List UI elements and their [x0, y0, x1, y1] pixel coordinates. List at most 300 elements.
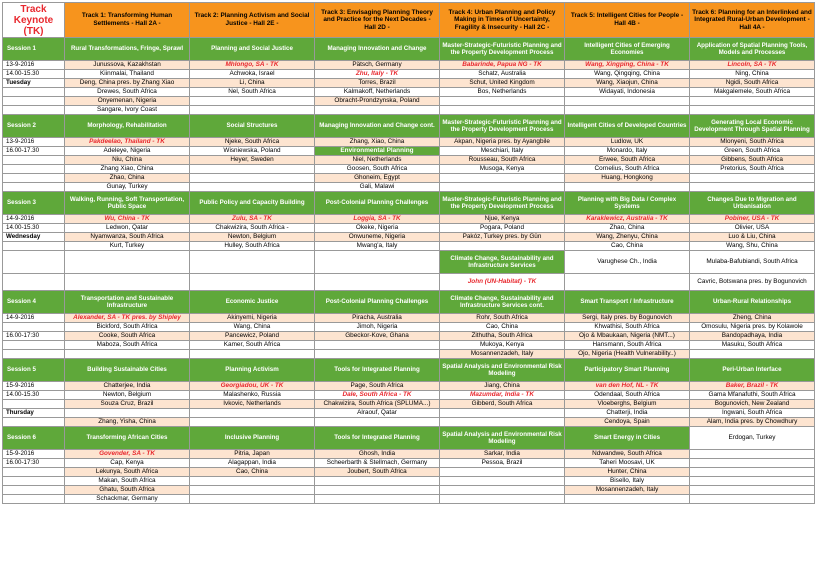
- presenter-cell: Li, China: [190, 79, 315, 88]
- session-title: Transforming African Cities: [65, 427, 190, 450]
- session-title: Climate Change, Sustainability and Infrastructure Services cont.: [440, 291, 565, 314]
- presenter-cell: Lekunya, South Africa: [65, 468, 190, 477]
- presenter-cell: Wu, China - TK: [65, 215, 190, 224]
- presenter-row: [3, 61, 815, 70]
- presenter-cell: Mukoya, Kenya: [440, 341, 565, 350]
- presenter-cell: Achwoka, Israel: [190, 70, 315, 79]
- presenter-cell: [440, 97, 565, 106]
- presenter-cell: Cavric, Botswana pres. by Bogunovich: [690, 274, 815, 291]
- presenter-cell: Deng, China pres. by Zhang Xiao: [65, 79, 190, 88]
- presenter-cell: Akpan, Nigeria pres. by Ayangbile: [440, 138, 565, 147]
- presenter-row: [3, 477, 815, 486]
- presenter-cell: Loggia, SA - TK: [315, 215, 440, 224]
- presenter-row: [3, 233, 815, 242]
- session-title-row: [3, 359, 815, 382]
- session-title: Intelligent Cities of Developed Countries: [565, 115, 690, 138]
- presenter-cell: [440, 468, 565, 477]
- presenter-cell: Akinyemi, Nigeria: [190, 314, 315, 323]
- presenter-row: [3, 183, 815, 192]
- presenter-cell: Njeke, South Africa: [190, 138, 315, 147]
- session-datetime: 15-9-2016: [3, 382, 65, 391]
- session-title: Peri-Urban Interface: [690, 359, 815, 382]
- presenter-cell: Wang, China: [190, 323, 315, 332]
- empty-cell: [65, 251, 190, 274]
- presenter-cell: [690, 477, 815, 486]
- track-1-header: Track 1: Transforming Human Settlements - Hall 2A -: [65, 3, 190, 38]
- presenter-cell: Zhao, China: [65, 174, 190, 183]
- presenter-cell: Nyamwanza, South Africa: [65, 233, 190, 242]
- presenter-cell: Pätsch, Germany: [315, 61, 440, 70]
- climate-session-title: Climate Change, Sustainability and Infrastructure Services: [440, 251, 565, 274]
- presenter-cell: Zhang Xiao, China: [65, 165, 190, 174]
- presenter-cell: Mosannenzadeh, Italy: [440, 350, 565, 359]
- session-datetime: 13-9-2016: [3, 138, 65, 147]
- presenter-cell: Ingwani, South Africa: [690, 409, 815, 418]
- presenter-cell: van den Hof, NL - TK: [565, 382, 690, 391]
- presenter-cell: Page, South Africa: [315, 382, 440, 391]
- presenter-cell: [690, 174, 815, 183]
- presenter-cell: Govender, SA - TK: [65, 450, 190, 459]
- presenter-cell: [190, 495, 315, 504]
- presenter-cell: Luo & Liu, China: [690, 233, 815, 242]
- session-title: Application of Spatial Planning Tools, Models and Processes: [690, 38, 815, 61]
- presenter-cell: Omosulu, Nigeria pres. by Kolawole: [690, 323, 815, 332]
- presenter-cell: Niu, China: [65, 156, 190, 165]
- session-datetime: 14-9-2016: [3, 215, 65, 224]
- presenter-cell: Ngidi, South Africa: [690, 79, 815, 88]
- session-title: Urban-Rural Relationships: [690, 291, 815, 314]
- session-title: Managing Innovation and Change: [315, 38, 440, 61]
- presenter-cell: Bickford, South Africa: [65, 323, 190, 332]
- presenter-cell: [690, 486, 815, 495]
- session-title-row: [3, 291, 815, 314]
- presenter-cell: Wang, Xingping, China - TK: [565, 61, 690, 70]
- session-datetime: [3, 156, 65, 165]
- session-label: Session 1: [3, 38, 65, 61]
- presenter-cell: Odendaal, South Africa: [565, 391, 690, 400]
- presenter-cell: Chatterji, India: [565, 409, 690, 418]
- presenter-cell: Ojo & Mbaukaan, Nigeria (NMT...): [565, 332, 690, 341]
- presenter-row: [3, 341, 815, 350]
- presenter-cell: Mazumdar, India - TK: [440, 391, 565, 400]
- presenter-cell: Kurt, Turkey: [65, 242, 190, 251]
- session-title: Building Sustainable Cities: [65, 359, 190, 382]
- presenter-cell: Hansmann, South Africa: [565, 341, 690, 350]
- presenter-cell: Obracht-Prondzynska, Poland: [315, 97, 440, 106]
- session-datetime: [3, 165, 65, 174]
- presenter-cell: Piracha, Australia: [315, 314, 440, 323]
- presenter-cell: [315, 477, 440, 486]
- presenter-cell: Erdogan, Turkey: [690, 427, 815, 450]
- session-datetime: 14-9-2016: [3, 314, 65, 323]
- presenter-cell: Bandopadhaya, India: [690, 332, 815, 341]
- presenter-cell: Ning, China: [690, 70, 815, 79]
- spacer-cell: [3, 274, 65, 291]
- session-title: Economic Justice: [190, 291, 315, 314]
- presenter-cell: Onwuneme, Nigeria: [315, 233, 440, 242]
- presenter-row: [3, 79, 815, 88]
- presenter-cell: Lincoln, SA - TK: [690, 61, 815, 70]
- session-datetime: [3, 418, 65, 427]
- session-title: Generating Local Economic Development Through Spatial Planning: [690, 115, 815, 138]
- presenter-cell: Wang, Xiaojun, China: [565, 79, 690, 88]
- presenter-cell: [315, 350, 440, 359]
- presenter-cell: Gama Mfanafuthi, South Africa: [690, 391, 815, 400]
- presenter-cell: Olivier, USA: [690, 224, 815, 233]
- session-datetime: [3, 468, 65, 477]
- session-title-row: [3, 38, 815, 61]
- session-title: Participatory Smart Planning: [565, 359, 690, 382]
- presenter-cell: Hunter, China: [565, 468, 690, 477]
- session-title: Walking, Running, Soft Transportation, Public Space: [65, 192, 190, 215]
- session-title-row: [3, 115, 815, 138]
- presenter-row: [3, 174, 815, 183]
- session-title: Master-Strategic-Futuristic Planning and the Property Development Process: [440, 115, 565, 138]
- presenter-row: [3, 97, 815, 106]
- presenter-row: [3, 106, 815, 115]
- session-datetime: 14.00-15.30: [3, 224, 65, 233]
- session-datetime: [3, 323, 65, 332]
- presenter-cell: Cornelius, South Africa: [565, 165, 690, 174]
- presenter-cell: [690, 350, 815, 359]
- presenter-cell: Ghosh, India: [315, 450, 440, 459]
- session-title: Smart Transport / Infrastructure: [565, 291, 690, 314]
- presenter-cell: Newton, Belgium: [190, 233, 315, 242]
- presenter-cell: Sangare, Ivory Coast: [65, 106, 190, 115]
- presenter-cell: [690, 450, 815, 459]
- presenter-cell: Cap, Kenya: [65, 459, 190, 468]
- conference-schedule-table: [2, 2, 815, 504]
- session-datetime: 14.00-15.30: [3, 70, 65, 79]
- session-title: Social Structures: [190, 115, 315, 138]
- session-datetime: [3, 495, 65, 504]
- presenter-cell: Ojo, Nigeria (Health Vulnerability..): [565, 350, 690, 359]
- presenter-cell: [690, 468, 815, 477]
- presenter-cell: Makgalemele, South Africa: [690, 88, 815, 97]
- presenter-cell: [190, 183, 315, 192]
- presenter-cell: Drewes, South Africa: [65, 88, 190, 97]
- presenter-cell: Wang, Qingqing, China: [565, 70, 690, 79]
- presenter-cell: Okeke, Nigeria: [315, 224, 440, 233]
- session-title: Changes Due to Migration and Urbanisation: [690, 192, 815, 215]
- presenter-cell: Ndwandwe, South Africa: [565, 450, 690, 459]
- presenter-cell: [190, 106, 315, 115]
- presenter-cell: Maboza, South Africa: [65, 341, 190, 350]
- presenter-row: [3, 382, 815, 391]
- presenter-cell: Zithutha, South Africa: [440, 332, 565, 341]
- presenter-row: [3, 242, 815, 251]
- presenter-cell: [690, 183, 815, 192]
- presenter-row: [3, 332, 815, 341]
- presenter-cell: Sergi, Italy pres. by Bogunovich: [565, 314, 690, 323]
- presenter-row: [3, 486, 815, 495]
- presenter-cell: Wisniewska, Poland: [190, 147, 315, 156]
- extra-session-row: [3, 274, 815, 291]
- presenter-cell: Cendoya, Spain: [565, 418, 690, 427]
- session-title: Post-Colonial Planning Challenges: [315, 192, 440, 215]
- session-title: Intelligent Cities of Emerging Economies: [565, 38, 690, 61]
- session-datetime: 16.00-17:30: [3, 459, 65, 468]
- presenter-cell: Newton, Belgium: [65, 391, 190, 400]
- presenter-cell: [190, 409, 315, 418]
- session-label: Session 3: [3, 192, 65, 215]
- session-title: Planning with Big Data / Complex Systems: [565, 192, 690, 215]
- track-3-header: Track 3: Envisaging Planning Theory and Practice for the Next Decades - Hall 2D -: [315, 3, 440, 38]
- presenter-cell: [440, 418, 565, 427]
- presenter-cell: Jiang, China: [440, 382, 565, 391]
- session-title: Master-Strategic-Futuristic Planning and the Property Development Process: [440, 38, 565, 61]
- presenter-cell: Pretorius, South Africa: [690, 165, 815, 174]
- presenter-cell: Mulaba-Bafubiandi, South Africa: [690, 251, 815, 274]
- presenter-cell: [440, 495, 565, 504]
- empty-cell: [65, 274, 190, 291]
- keynote-legend: Track Keynote (TK): [3, 3, 65, 38]
- presenter-cell: [315, 341, 440, 350]
- presenter-row: [3, 215, 815, 224]
- track-6-header: Track 6: Planning for an Interlinked and Integrated Rural-Urban Development - Hall 4A -: [690, 3, 815, 38]
- empty-cell: [190, 251, 315, 274]
- presenter-cell: Gibberd, South Africa: [440, 400, 565, 409]
- presenter-cell: Cao, China: [565, 242, 690, 251]
- presenter-cell: Gali, Malawi: [315, 183, 440, 192]
- presenter-cell: [565, 97, 690, 106]
- presenter-row: [3, 147, 815, 156]
- session-datetime: [3, 242, 65, 251]
- session-title: Tools for Integrated Planning: [315, 359, 440, 382]
- presenter-cell: Erwee, South Africa: [565, 156, 690, 165]
- presenter-cell: Junussova, Kazakhstan: [65, 61, 190, 70]
- presenter-cell: Cooke, South Africa: [65, 332, 190, 341]
- session-datetime: [3, 97, 65, 106]
- presenter-cell: [440, 174, 565, 183]
- session-title: Planning Activism: [190, 359, 315, 382]
- presenter-cell: [315, 418, 440, 427]
- session-title: Tools for Integrated Planning: [315, 427, 440, 450]
- presenter-cell: Varughese Ch., India: [565, 251, 690, 274]
- presenter-cell: Bos, Netherlands: [440, 88, 565, 97]
- presenter-cell: [190, 486, 315, 495]
- empty-cell: [190, 274, 315, 291]
- session-label: Session 4: [3, 291, 65, 314]
- presenter-cell: Souza Cruz, Brazil: [65, 400, 190, 409]
- session-title: Inclusive Planning: [190, 427, 315, 450]
- session-datetime: Tuesday: [3, 79, 65, 88]
- presenter-cell: [690, 459, 815, 468]
- spacer-cell: [3, 251, 65, 274]
- presenter-cell: Pobiner, USA - TK: [690, 215, 815, 224]
- presenter-cell: Gibbens, South Africa: [690, 156, 815, 165]
- presenter-row: [3, 495, 815, 504]
- session-title: Smart Energy in Cities: [565, 427, 690, 450]
- presenter-row: [3, 418, 815, 427]
- presenter-cell: Mlonyeni, South Africa: [690, 138, 815, 147]
- presenter-cell: Khwathisi, South Africa: [565, 323, 690, 332]
- presenter-cell: Kalmakoff, Netherlands: [315, 88, 440, 97]
- presenter-cell: Joubert, South Africa: [315, 468, 440, 477]
- presenter-cell: [440, 183, 565, 192]
- track-2-header: Track 2: Planning Activism and Social Justice - Hall 2E -: [190, 3, 315, 38]
- session-datetime: Thursday: [3, 409, 65, 418]
- session-title: Rural Transformations, Fringe, Sprawl: [65, 38, 190, 61]
- presenter-cell: Babarinde, Papua NG - TK: [440, 61, 565, 70]
- presenter-cell: Niel, Netherlands: [315, 156, 440, 165]
- presenter-cell: [690, 97, 815, 106]
- presenter-cell: Cao, China: [190, 468, 315, 477]
- presenter-cell: Taheri Moosavi, UK: [565, 459, 690, 468]
- presenter-cell: Chakwizira, South Africa -: [190, 224, 315, 233]
- session-datetime: [3, 174, 65, 183]
- presenter-row: [3, 165, 815, 174]
- presenter-cell: Jimoh, Nigeria: [315, 323, 440, 332]
- presenter-row: [3, 391, 815, 400]
- presenter-cell: Zhao, China: [565, 224, 690, 233]
- presenter-cell: [690, 495, 815, 504]
- empty-cell: [565, 274, 690, 291]
- empty-cell: [315, 274, 440, 291]
- presenter-cell: Alam, India pres. by Chowdhury: [690, 418, 815, 427]
- presenter-cell: [440, 486, 565, 495]
- presenter-cell: [190, 418, 315, 427]
- presenter-cell: Adeleye, Nigeria: [65, 147, 190, 156]
- presenter-cell: [65, 350, 190, 359]
- presenter-cell: Rohr, South Africa: [440, 314, 565, 323]
- presenter-cell: Bisello, Italy: [565, 477, 690, 486]
- presenter-cell: Scheerbarth & Stellmach, Germany: [315, 459, 440, 468]
- presenter-row: [3, 450, 815, 459]
- presenter-cell: Wang, Shu, China: [690, 242, 815, 251]
- presenter-cell: Zulu, SA - TK: [190, 215, 315, 224]
- session-datetime: 13-9-2016: [3, 61, 65, 70]
- presenter-cell: [315, 495, 440, 504]
- presenter-cell: Environmental Planning: [315, 147, 440, 156]
- presenter-cell: [315, 486, 440, 495]
- session-datetime: [3, 477, 65, 486]
- presenter-cell: Monardo, Italy: [565, 147, 690, 156]
- presenter-cell: Onyemenan, Nigeria: [65, 97, 190, 106]
- presenter-cell: Wang, Zhenyu, China: [565, 233, 690, 242]
- presenter-cell: Mhlongo, SA - TK: [190, 61, 315, 70]
- presenter-cell: Pitria, Japan: [190, 450, 315, 459]
- presenter-cell: [690, 106, 815, 115]
- presenter-cell: [440, 242, 565, 251]
- presenter-cell: Hulley, South Africa: [190, 242, 315, 251]
- track-4-header: Track 4: Urban Planning and Policy Making in Times of Uncertainty, Fragility & Insecurity - Hall 2C -: [440, 3, 565, 38]
- presenter-cell: Green, South Africa: [690, 147, 815, 156]
- presenter-cell: Ghatu, South Africa: [65, 486, 190, 495]
- presenter-cell: [190, 97, 315, 106]
- session-datetime: [3, 341, 65, 350]
- session-label: Session 5: [3, 359, 65, 382]
- session-title: Morphology, Rehabilitation: [65, 115, 190, 138]
- session-label: Session 2: [3, 115, 65, 138]
- presenter-cell: Cao, China: [440, 323, 565, 332]
- presenter-row: [3, 400, 815, 409]
- presenter-cell: John (UN-Habitat) - TK: [440, 274, 565, 291]
- presenter-row: [3, 88, 815, 97]
- presenter-cell: Chatterjee, India: [65, 382, 190, 391]
- presenter-cell: Meschiari, Italy: [440, 147, 565, 156]
- presenter-row: [3, 70, 815, 79]
- presenter-cell: Kamer, South Africa: [190, 341, 315, 350]
- presenter-cell: Torres, Brazil: [315, 79, 440, 88]
- presenter-cell: Schatz, Australia: [440, 70, 565, 79]
- presenter-cell: Ivkovic, Netherlands: [190, 400, 315, 409]
- presenter-cell: Mwang'a, Italy: [315, 242, 440, 251]
- presenter-cell: Mosannenzadeh, Italy: [565, 486, 690, 495]
- presenter-cell: [190, 174, 315, 183]
- presenter-cell: [190, 165, 315, 174]
- presenter-cell: Bogunovich, New Zealand: [690, 400, 815, 409]
- presenter-cell: Pessoa, Brazil: [440, 459, 565, 468]
- session-title: Managing Innovation and Change cont.: [315, 115, 440, 138]
- presenter-cell: Zhu, Italy - TK: [315, 70, 440, 79]
- presenter-cell: Heyer, Sweden: [190, 156, 315, 165]
- presenter-cell: Alexander, SA - TK pres. by Shipley: [65, 314, 190, 323]
- session-label: Session 6: [3, 427, 65, 450]
- presenter-cell: [440, 409, 565, 418]
- session-datetime: [3, 400, 65, 409]
- presenter-cell: [190, 477, 315, 486]
- presenter-cell: [190, 350, 315, 359]
- presenter-row: [3, 314, 815, 323]
- session-title-row: [3, 192, 815, 215]
- presenter-row: [3, 323, 815, 332]
- presenter-cell: Sarkar, India: [440, 450, 565, 459]
- presenter-cell: Ledwon, Qatar: [65, 224, 190, 233]
- session-datetime: 15-9-2016: [3, 450, 65, 459]
- presenter-cell: Schut, United Kingdom: [440, 79, 565, 88]
- session-datetime: 14.00-15.30: [3, 391, 65, 400]
- session-datetime: [3, 350, 65, 359]
- presenter-cell: Makan, South Africa: [65, 477, 190, 486]
- presenter-cell: Alraouf, Qatar: [315, 409, 440, 418]
- presenter-row: [3, 350, 815, 359]
- session-title: Post-Colonial Planning Challenges: [315, 291, 440, 314]
- presenter-cell: [565, 495, 690, 504]
- presenter-cell: [440, 106, 565, 115]
- presenter-cell: Chakwizira, South Africa (SPLUMA...): [315, 400, 440, 409]
- presenter-cell: Pancewicz, Poland: [190, 332, 315, 341]
- presenter-cell: [440, 477, 565, 486]
- presenter-cell: [565, 183, 690, 192]
- presenter-cell: Zhang, Xiao, China: [315, 138, 440, 147]
- presenter-row: [3, 459, 815, 468]
- presenter-cell: Widayati, Indonesia: [565, 88, 690, 97]
- presenter-cell: Njue, Kenya: [440, 215, 565, 224]
- presenter-cell: [65, 409, 190, 418]
- session-datetime: [3, 486, 65, 495]
- session-datetime: 16.00-17.30: [3, 147, 65, 156]
- presenter-row: [3, 409, 815, 418]
- presenter-cell: Zhang, Yisha, China: [65, 418, 190, 427]
- presenter-cell: Rousseau, South Africa: [440, 156, 565, 165]
- presenter-cell: Pogara, Poland: [440, 224, 565, 233]
- session-datetime: [3, 183, 65, 192]
- presenter-cell: Ludlow, UK: [565, 138, 690, 147]
- presenter-cell: Nel, South Africa: [190, 88, 315, 97]
- presenter-cell: Vloeberghs, Belgium: [565, 400, 690, 409]
- presenter-cell: Kiinmalai, Thailand: [65, 70, 190, 79]
- presenter-cell: Karaklewicz, Australia - TK: [565, 215, 690, 224]
- session-title-row: [3, 427, 815, 450]
- extra-session-row: [3, 251, 815, 274]
- presenter-cell: Pakóz, Turkey pres. by Gün: [440, 233, 565, 242]
- session-title: Spatial Analysis and Environmental Risk Modeling: [440, 427, 565, 450]
- presenter-cell: Masuku, South Africa: [690, 341, 815, 350]
- session-title: Master-Strategic-Futuristic Planning and the Property Development Process: [440, 192, 565, 215]
- presenter-row: [3, 224, 815, 233]
- session-title: Transportation and Sustainable Infrastructure: [65, 291, 190, 314]
